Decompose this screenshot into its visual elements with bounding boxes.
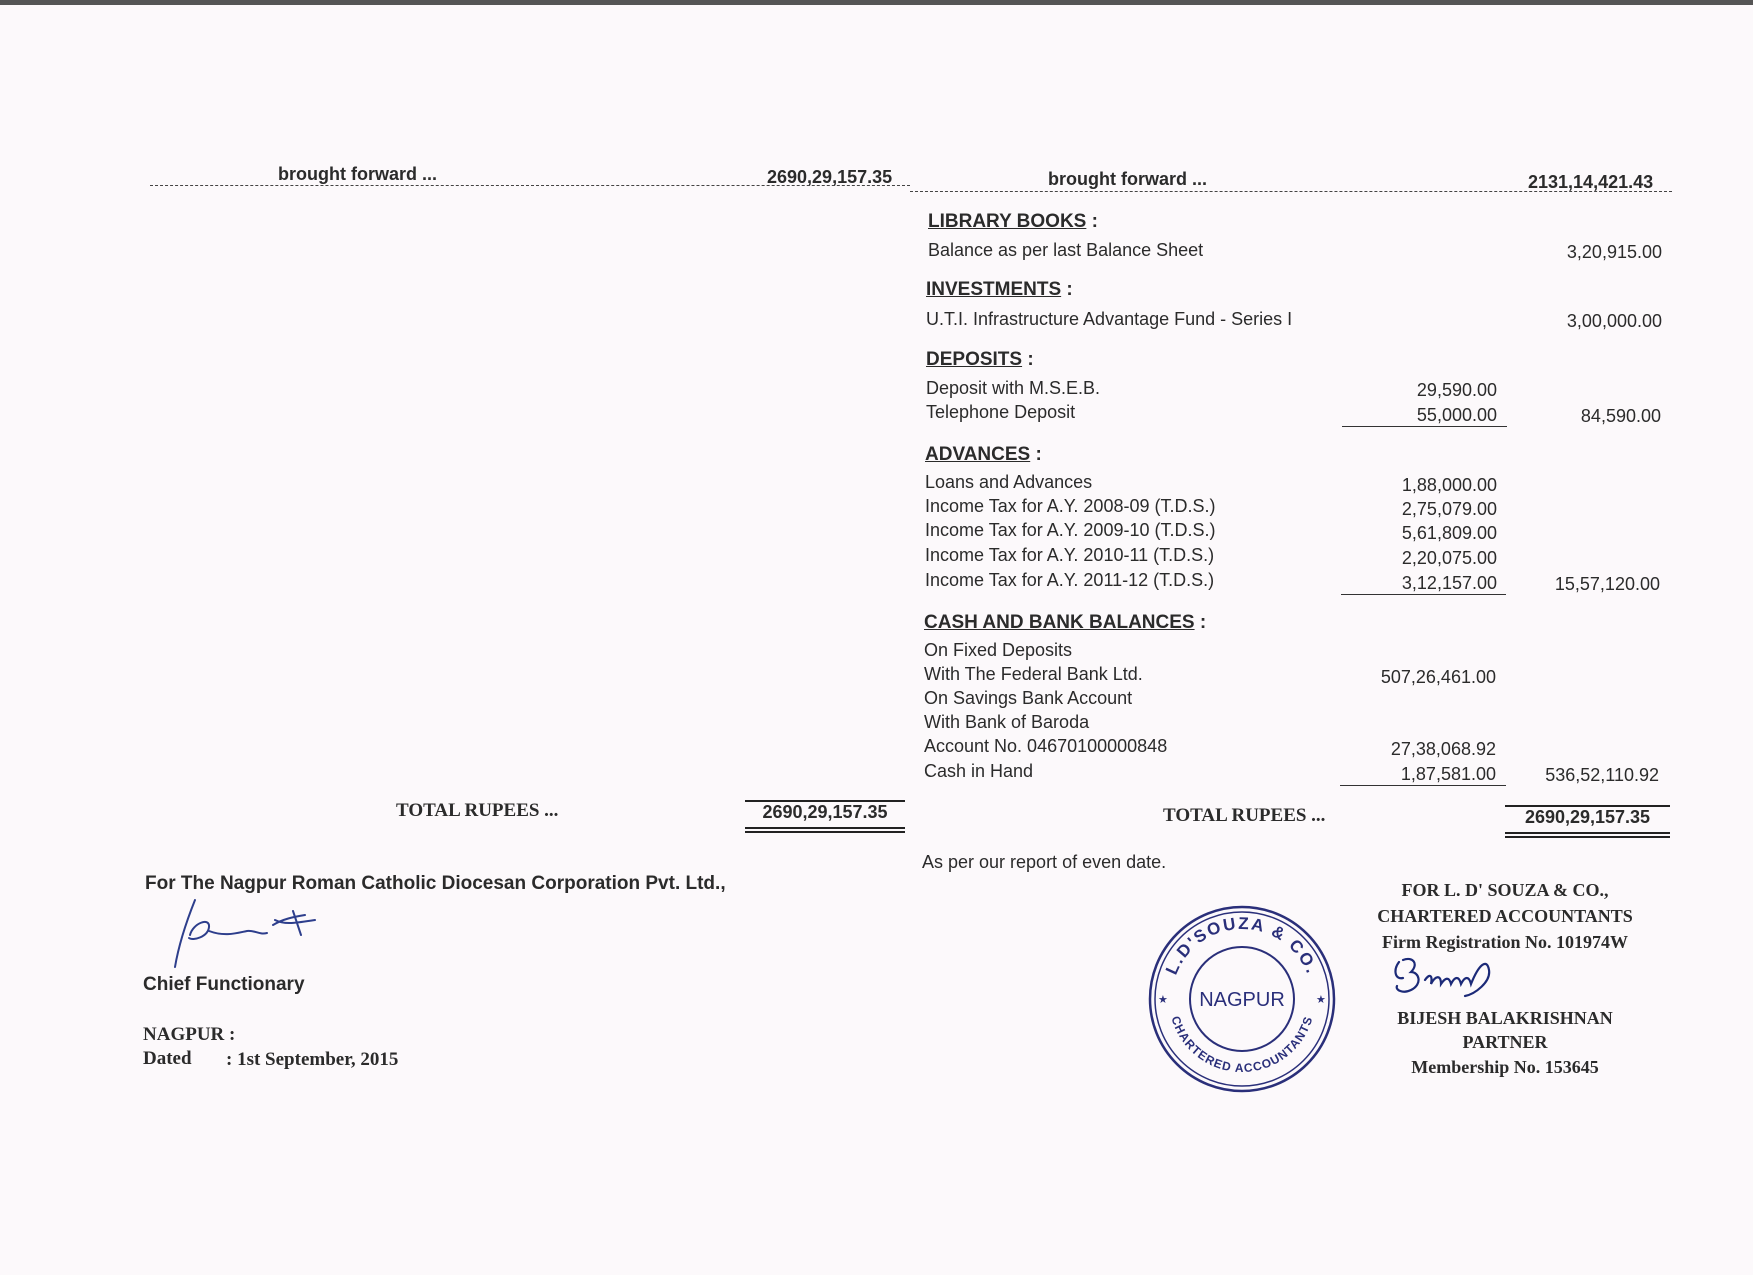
cash-bank-item: On Fixed Deposits xyxy=(924,640,1073,660)
cash-subtotal-rule xyxy=(1340,785,1506,786)
advances-amount: 3,12,157.00 xyxy=(1401,573,1497,593)
advances-subtotal-rule xyxy=(1341,594,1506,595)
stamp-top-text: L.D'SOUZA & CO. xyxy=(1162,913,1323,978)
firm-name: FOR L. D' SOUZA & CO., xyxy=(1401,880,1609,900)
left-brought-forward-rule xyxy=(150,185,910,186)
advances-amount: 5,61,809.00 xyxy=(1401,523,1497,543)
cash-bank-heading: CASH AND BANK BALANCES : xyxy=(924,612,1207,633)
advances-heading: ADVANCES : xyxy=(925,444,1042,465)
firm-type: CHARTERED ACCOUNTANTS xyxy=(1377,906,1633,926)
advances-amount: 2,20,075.00 xyxy=(1401,548,1497,568)
investments-total: 3,00,000.00 xyxy=(1566,311,1662,331)
cash-bank-item: With Bank of Baroda xyxy=(924,712,1090,732)
left-total-label: TOTAL RUPEES ... xyxy=(396,800,559,821)
advances-amount: 1,88,000.00 xyxy=(1401,475,1497,495)
advances-item: Income Tax for A.Y. 2009-10 (T.D.S.) xyxy=(925,520,1216,540)
cash-bank-total: 536,52,110.92 xyxy=(1545,765,1659,785)
stamp-star-icon: ★ xyxy=(1316,994,1326,1006)
place-label: NAGPUR : xyxy=(143,1024,236,1045)
partner-name: BIJESH BALAKRISHNAN xyxy=(1397,1008,1613,1028)
cash-bank-amount: 27,38,068.92 xyxy=(1390,739,1496,759)
advances-item: Income Tax for A.Y. 2010-11 (T.D.S.) xyxy=(925,545,1215,565)
cash-bank-item: Cash in Hand xyxy=(924,761,1034,781)
report-note: As per our report of even date. xyxy=(922,852,1167,872)
stamp-bottom-text: CHARTERED ACCOUNTANTS xyxy=(1168,1014,1316,1076)
right-total-amount-box xyxy=(1505,805,1670,838)
deposits-amount: 29,590.00 xyxy=(1416,380,1497,400)
right-brought-forward-label: brought forward ... xyxy=(1048,169,1207,189)
advances-item: Income Tax for A.Y. 2011-12 (T.D.S.) xyxy=(925,570,1215,590)
cash-bank-item: Account No. 04670100000848 xyxy=(924,736,1168,756)
left-total-amount: 2690,29,157.35 xyxy=(762,802,888,822)
advances-item: Income Tax for A.Y. 2008-09 (T.D.S.) xyxy=(925,496,1216,516)
library-books-heading: LIBRARY BOOKS : xyxy=(928,211,1098,232)
right-total-double-underline xyxy=(1505,834,1670,838)
left-brought-forward-label: brought forward ... xyxy=(278,164,437,184)
advances-amount: 2,75,079.00 xyxy=(1401,499,1497,519)
firm-registration: Firm Registration No. 101974W xyxy=(1382,932,1628,952)
right-brought-forward-rule xyxy=(910,191,1672,192)
investments-item: U.T.I. Infrastructure Advantage Fund - Series I xyxy=(926,309,1293,329)
cash-bank-item: With The Federal Bank Ltd. xyxy=(924,664,1143,684)
scan-top-edge xyxy=(0,0,1753,5)
auditor-stamp xyxy=(1145,902,1339,1096)
library-books-total: 3,20,915.00 xyxy=(1566,242,1662,262)
investments-heading: INVESTMENTS : xyxy=(926,279,1073,300)
left-brought-forward-amount: 2690,29,157.35 xyxy=(767,167,893,187)
left-total-amount-box xyxy=(745,800,905,833)
company-name: For The Nagpur Roman Catholic Diocesan Corporation Pvt. Ltd., xyxy=(145,873,726,894)
dated-label: Dated xyxy=(143,1048,192,1069)
cash-bank-item: On Savings Bank Account xyxy=(924,688,1133,708)
partner-membership: Membership No. 153645 xyxy=(1411,1057,1599,1077)
stamp-center-text: NAGPUR xyxy=(1199,989,1285,1011)
library-books-item: Balance as per last Balance Sheet xyxy=(928,240,1204,260)
deposits-heading: DEPOSITS : xyxy=(926,349,1034,370)
advances-total: 15,57,120.00 xyxy=(1554,574,1660,594)
right-total-amount: 2690,29,157.35 xyxy=(1524,807,1651,827)
partner-title: PARTNER xyxy=(1462,1032,1548,1052)
cash-bank-amount: 1,87,581.00 xyxy=(1400,764,1496,784)
deposits-amount: 55,000.00 xyxy=(1416,405,1497,425)
deposits-subtotal-rule xyxy=(1342,426,1507,427)
advances-item: Loans and Advances xyxy=(925,472,1093,492)
deposits-total: 84,590.00 xyxy=(1580,406,1661,426)
right-total-label: TOTAL RUPEES ... xyxy=(1163,805,1326,826)
left-total-double-underline xyxy=(745,829,905,833)
deposits-item: Deposit with M.S.E.B. xyxy=(926,378,1101,398)
deposits-item: Telephone Deposit xyxy=(926,402,1076,422)
stamp-star-icon: ★ xyxy=(1158,994,1168,1006)
chief-functionary-title: Chief Functionary xyxy=(143,974,305,995)
cash-bank-amount: 507,26,461.00 xyxy=(1380,667,1496,687)
dated-value: : 1st September, 2015 xyxy=(226,1049,399,1070)
right-brought-forward-amount: 2131,14,421.43 xyxy=(1528,172,1654,192)
partner-signature xyxy=(1385,950,1525,1010)
chief-signature xyxy=(165,895,335,975)
